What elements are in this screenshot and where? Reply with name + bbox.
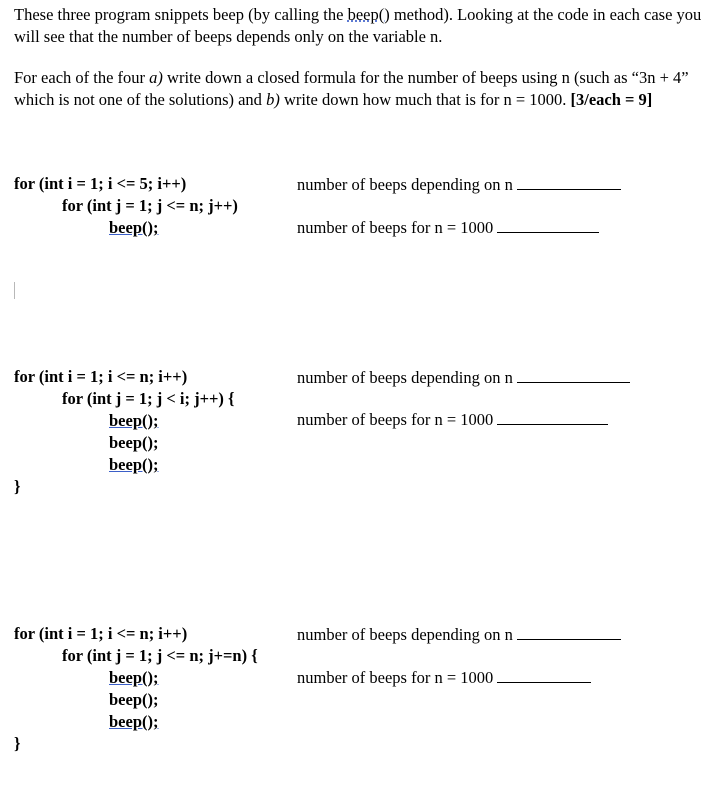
q3-depending	[297, 623, 621, 646]
snippet-2	[14, 366, 235, 498]
closing-brace: }	[14, 477, 21, 496]
question-label: number of beeps for n = 1000	[297, 410, 494, 429]
answer-blank[interactable]	[517, 366, 630, 383]
beep-call: beep();	[109, 433, 159, 452]
answer-blank[interactable]	[497, 408, 608, 425]
intro-paragraph-2	[14, 67, 714, 111]
outer-loop: for (int i = 1; i <= n; i++)	[14, 367, 188, 386]
outer-loop: for (int i = 1; i <= 5; i++)	[14, 174, 187, 193]
intro-text: method). Looking at the code in each case you will see that the number of beeps depends only on the variable n.	[14, 5, 702, 46]
question-label: number of beeps depending on n	[297, 175, 513, 194]
part-a-label: a)	[149, 68, 163, 87]
snippet-3	[14, 623, 258, 755]
inner-loop: for (int j = 1; j < i; j++) {	[62, 389, 235, 408]
beep-call: beep();	[109, 690, 159, 709]
intro-text: These three program snippets beep (by calling the	[14, 5, 348, 24]
beep-method-ref: beep()	[347, 5, 390, 24]
beep-call: beep();	[109, 411, 159, 430]
answer-blank[interactable]	[517, 173, 621, 190]
intro-text: write down a closed formula for the number of beeps using n (such as “3n + 4” which is not one of the solutions) and	[14, 68, 689, 109]
beep-call: beep();	[109, 668, 159, 687]
closing-brace: }	[14, 734, 21, 753]
intro-paragraph-1	[14, 4, 714, 48]
snippet-1	[14, 173, 238, 239]
q2-depending	[297, 366, 630, 389]
q2-for1000	[297, 408, 608, 431]
instructions	[14, 4, 714, 123]
outer-loop: for (int i = 1; i <= n; i++)	[14, 624, 188, 643]
intro-text: For each of the four	[14, 68, 150, 87]
question-label: number of beeps for n = 1000	[297, 218, 494, 237]
points-label: [3/each = 9]	[570, 90, 653, 109]
q3-for1000	[297, 666, 591, 689]
q1-depending	[297, 173, 621, 196]
intro-text: write down how much that is for n = 1000.	[279, 90, 571, 109]
beep-call: beep();	[109, 455, 159, 474]
inner-loop: for (int j = 1; j <= n; j++)	[62, 196, 238, 215]
q1-for1000	[297, 216, 599, 239]
part-b-label: b)	[266, 90, 280, 109]
question-label: number of beeps depending on n	[297, 625, 513, 644]
text-cursor	[14, 282, 15, 299]
answer-blank[interactable]	[517, 623, 621, 640]
beep-call: beep();	[109, 218, 159, 237]
question-label: number of beeps for n = 1000	[297, 668, 494, 687]
answer-blank[interactable]	[497, 216, 599, 233]
answer-blank[interactable]	[497, 666, 591, 683]
question-label: number of beeps depending on n	[297, 368, 513, 387]
beep-call: beep();	[109, 712, 159, 731]
inner-loop: for (int j = 1; j <= n; j+=n) {	[62, 646, 258, 665]
